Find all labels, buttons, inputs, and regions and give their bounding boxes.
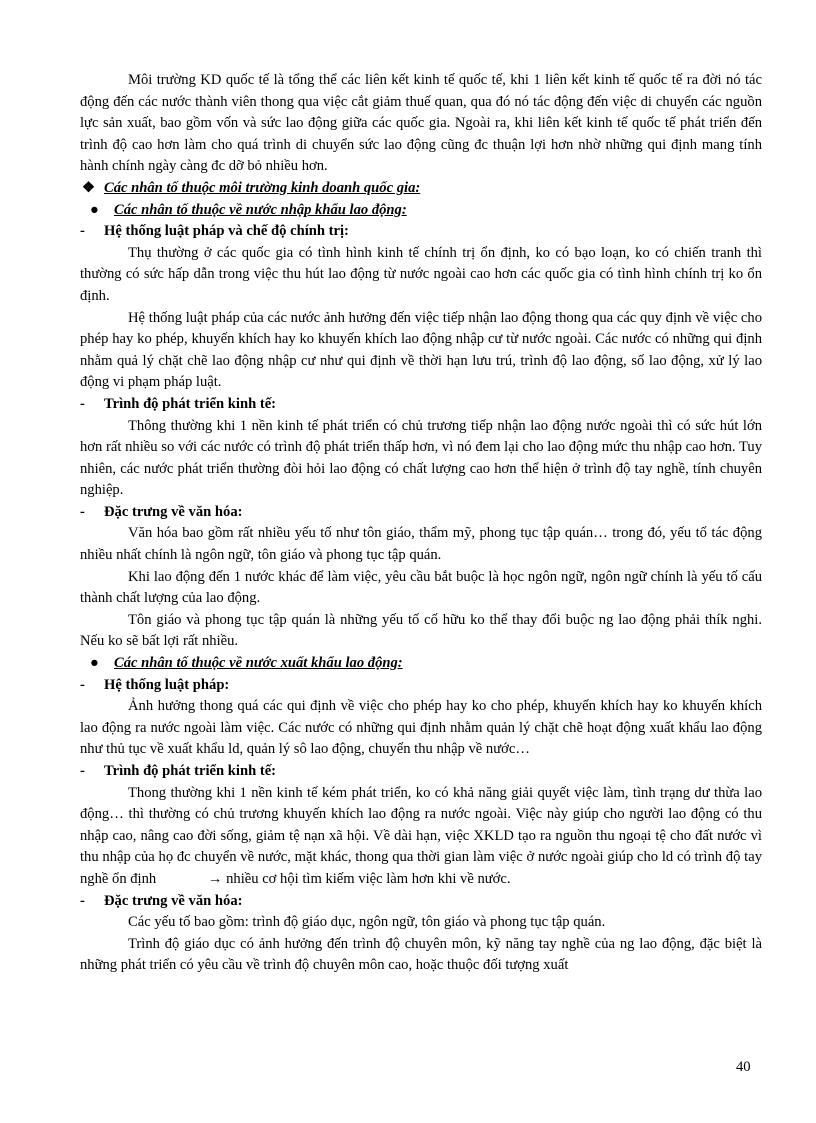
- dash-bullet: -: [80, 223, 85, 240]
- paragraph: Hệ thống luật pháp của các nước ảnh hưởng đến việc tiếp nhận lao động thong qua các quy định về việc cho phép hay ko phép, khuyến khích hay ko khuyến khích lao động nhập cư từ nước ngoài. Các nước có những qui định nhằm quả lý chặt chẽ lao động nhập cư như qui định về thời hạn lưu trú, trình độ lao động, số lao động, xử lý lao động vi phạm pháp luật.: [80, 309, 762, 391]
- paragraph: Khi lao động đến 1 nước khác để làm việc, yêu cầu bắt buộc là học ngôn ngữ, ngôn ngữ chính là yếu tố cấu thành chất lượng của lao động.: [80, 568, 762, 607]
- dash-bullet: -: [80, 892, 85, 909]
- paragraph: Ảnh hưởng thong quá các qui định về việc cho phép hay ko cho phép, khuyến khích hay ko khuyến khích lao động ra nước ngoài làm việc. Các nước có những qui định nhằm quản lý chặt chẽ hoạt động xuất khẩu lao động như thủ tục về xuất khẩu ld, quản lý sô lao động, chuyển thu nhập về nước…: [80, 698, 762, 758]
- heading-text: Trình độ phát triển kinh tế:: [104, 763, 277, 779]
- paragraph: Các yếu tố bao gồm: trình độ giáo dục, ngôn ngữ, tôn giáo và phong tục tập quán.: [128, 914, 606, 931]
- heading-text: Đặc trưng về văn hóa:: [104, 503, 243, 520]
- paragraph-text: Thong thường khi 1 nền kinh tế kém phát triển, ko có khả năng giải quyết việc làm, tình trạng dư thừa lao động… thì thường có chủ trương khuyến khích lao động ra nước ngoài. Việc này giúp cho người lao động có thu nhập cao, nâng cao đời sống, giảm tệ nạn xã hội. Về dài hạn, việc XKLD tạo ra nguồn thu ngoại tệ cho đất nước vì thu nhập của họ đc chuyển về nước, mặt khác, thong qua thời gian làm việc ở nước ngoài giúp cho ld có trình độ tay nghề ổn định: [80, 784, 762, 887]
- paragraph: Trình độ giáo dục có ảnh hưởng đến trình độ chuyên môn, kỹ năng tay nghề của ng lao động, đặc biệt là những phát triển có yêu cầu về trình độ chuyên môn cao, hoặc thuộc đối tượng xuất: [80, 935, 762, 974]
- heading-text: Các nhân tố thuộc môi trường kinh doanh quốc gia:: [104, 179, 421, 196]
- heading-text: Hệ thống luật pháp và chế độ chính trị:: [104, 223, 349, 240]
- dash-bullet: -: [80, 676, 85, 693]
- bullet-icon: ●: [90, 655, 99, 672]
- heading-import-country: [80, 200, 762, 222]
- paragraph-with-arrow: [80, 783, 762, 891]
- dash-bullet: -: [80, 763, 85, 779]
- dash-bullet: -: [80, 503, 85, 520]
- heading-export-country: [80, 653, 762, 675]
- paragraph: Tôn giáo và phong tục tập quán là những yếu tố cố hữu ko thể thay đổi buộc ng lao động phải thík nghi. Nếu ko sẽ bất lợi rất nhiều.: [80, 611, 762, 650]
- heading-text: Các nhân tố thuộc về nước xuất khẩu lao động:: [114, 655, 403, 672]
- paragraph: Thụ thường ở các quốc gia có tình hình kinh tế chính trị ổn định, ko có bạo loạn, ko có chiến tranh thì thường có sức hấp dẫn trong việc thu hút lao động từ nước ngoài cao hơn các quốc gia có tình hình chính trị ko ổn định.: [80, 244, 762, 304]
- diamond-bullet-icon: ❖: [82, 179, 96, 196]
- heading-text: Hệ thống luật pháp:: [104, 676, 230, 693]
- heading-econ-dev: [80, 394, 762, 416]
- paragraph-intro: Môi trường KD quốc tế là tổng thể các liên kết kinh tế quốc tế, khi 1 liên kết kinh tế quốc tế ra đời nó tác động đến các nước thành viên thong qua việc cắt giảm thuế quan, qua đó nó tác động đến việc di chuyển các nguồn lực sản xuất, bao gồm vốn và sức lao động giữa các quốc gia. Ngoài ra, khi liên kết kinh tế quốc tế phát triển đến trình độ cao hơn làm cho quá trình di chuyển sức lao động cũng đc thuận lợi hơn nhờ những qui định mang tính hành chính ngày càng đc dỡ bỏ nhiều hơn.: [80, 72, 762, 175]
- paragraph: Văn hóa bao gồm rất nhiều yếu tố như tôn giáo, thẩm mỹ, phong tục tập quán… trong đó, yếu tố tác động nhiều nhất chính là ngôn ngữ, tôn giáo và phong tục tập quán.: [80, 525, 762, 564]
- heading-text: Trình độ phát triển kinh tế:: [104, 395, 277, 412]
- heading-national-factors: [80, 178, 762, 200]
- heading-legal: [80, 675, 762, 697]
- heading-legal-politics: [80, 221, 762, 243]
- heading-culture: [80, 502, 762, 524]
- heading-culture-export: [80, 891, 762, 913]
- paragraph-text-tail: nhiều cơ hội tìm kiếm việc làm hơn khi về nước.: [226, 870, 511, 887]
- dash-bullet: -: [80, 395, 85, 412]
- heading-econ-dev-export: [80, 761, 762, 783]
- page-number: 40: [736, 1059, 751, 1075]
- heading-text: Đặc trưng về văn hóa:: [104, 892, 243, 909]
- document-page: [80, 70, 762, 977]
- paragraph: Thông thường khi 1 nền kinh tế phát triển có chủ trương tiếp nhận lao động nước ngoài thì có sức hút lớn hơn rất nhiều so với các nước có trình độ phát triển thấp hơn, vì nó đem lại cho lao động mức thu nhập cao hơn. Tuy nhiên, các nước phát triển thường đòi hỏi lao động có chất lượng cao hơn thể hiện ở trình độ tay nghề, tính chuyên nghiệp.: [80, 417, 762, 499]
- right-arrow-icon: →: [207, 870, 223, 887]
- heading-text: Các nhân tố thuộc về nước nhập khẩu lao động:: [114, 201, 407, 218]
- bullet-icon: ●: [90, 201, 99, 218]
